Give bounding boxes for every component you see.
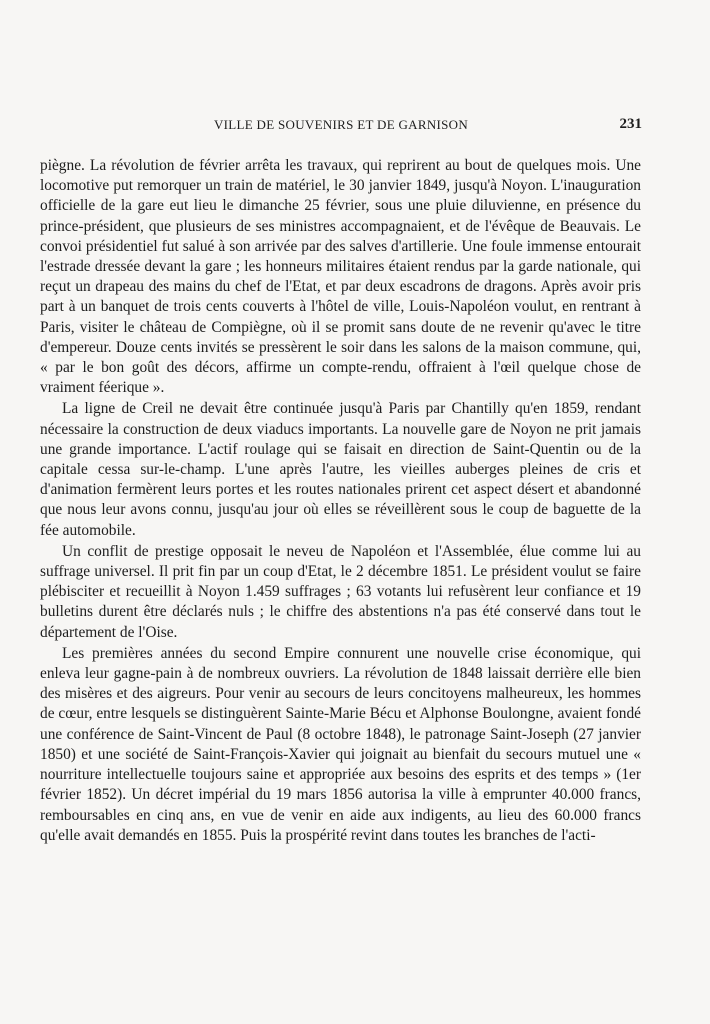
running-head — [40, 116, 642, 136]
paragraph: Les premières années du second Empire connurent une nouvelle crise économique, qui enleva leur gagne-pain à de nombreux ouvriers. La révolution de 1848 laissait derrière elle bien des misères et des aigreurs. Pour venir au secours de leurs concitoyens malheureux, les hommes de cœur, entre lesquels se distinguèrent Sainte-Marie Bécu et Alphonse Boulongne, avaient fondé une conférence de Saint-Vincent de Paul (8 octobre 1848), le patronage Saint-Joseph (27 janvier 1850) et une société de Saint-François-Xavier qui joignait au bienfait du secours mutuel une « nourriture intellectuelle toujours saine et appropriée aux besoins des esprits et des temps » (1er février 1852). Un décret impérial du 19 mars 1856 autorisa la ville à emprunter 40.000 francs, remboursables en cinq ans, en vue de venir en aide aux indigents, au lieu des 60.000 francs qu'elle avait demandés en 1855. Puis la prospérité revint dans toutes les branches de l'acti- — [40, 644, 641, 844]
page-number: 231 — [619, 116, 642, 132]
paragraph: Un conflit de prestige opposait le neveu de Napoléon et l'Assemblée, élue comme lui au suffrage universel. Il prit fin par un coup d'Etat, le 2 décembre 1851. Le président voulut se faire plébisciter et recueillit à Noyon 1.459 suffrages ; 63 votants lui refusèrent leur confiance et 19 bulletins durent être déclarés nuls ; le chiffre des abstentions n'a pas été conservé dans tout le département de l'Oise. — [40, 542, 641, 641]
paragraph: La ligne de Creil ne devait être continuée jusqu'à Paris par Chantilly qu'en 1859, rendant nécessaire la construction de deux viaducs importants. La nouvelle gare de Noyon ne prit jamais une grande importance. L'actif roulage qui se faisait en direction de Saint-Quentin ou de la capitale cessa sur-le-champ. L'une après l'autre, les vieilles auberges pleines de cris et d'animation fermèrent leurs portes et les routes nationales prirent cet aspect désert et abandonné que nous leur avons connu, jusqu'au jour où elles se réveillèrent sous le coup de baguette de la fée automobile. — [40, 400, 641, 539]
running-title: VILLE DE SOUVENIRS ET DE GARNISON — [213, 117, 469, 132]
paragraph: piègne. La révolution de février arrêta les travaux, qui reprirent au bout de quelques mois. Une locomotive put remorquer un train de matériel, le 30 janvier 1849, jusqu'à Noyon. L'inauguration officielle de la gare eut lieu le dimanche 25 février, sous une pluie diluvienne, en présence du prince-président, que plusieurs de ses ministres accompagnaient, et de l'évêque de Beauvais. Le convoi présidentiel fut salué à son arrivée par des salves d'artillerie. Une foule immense entourait l'estrade dressée devant la gare ; les honneurs militaires étaient rendus par la garde nationale, qui reçut un drapeau des mains du chef de l'Etat, et par deux escadrons de dragons. Après avoir pris part à un banquet de trois cents couverts à l'hôtel de ville, Louis-Napoléon voulut, en rentrant à Paris, visiter le château de Compiègne, où il se promit sans doute de ne revenir qu'avec le titre d'empereur. Douze cents invités se pressèrent le soir dans les salons de la maison commune, qui, « par le bon goût des décors, affirme un compte-rendu, offraient à l'œil quelque chose de vraiment féerique ». — [40, 157, 641, 397]
body-text — [40, 156, 641, 846]
